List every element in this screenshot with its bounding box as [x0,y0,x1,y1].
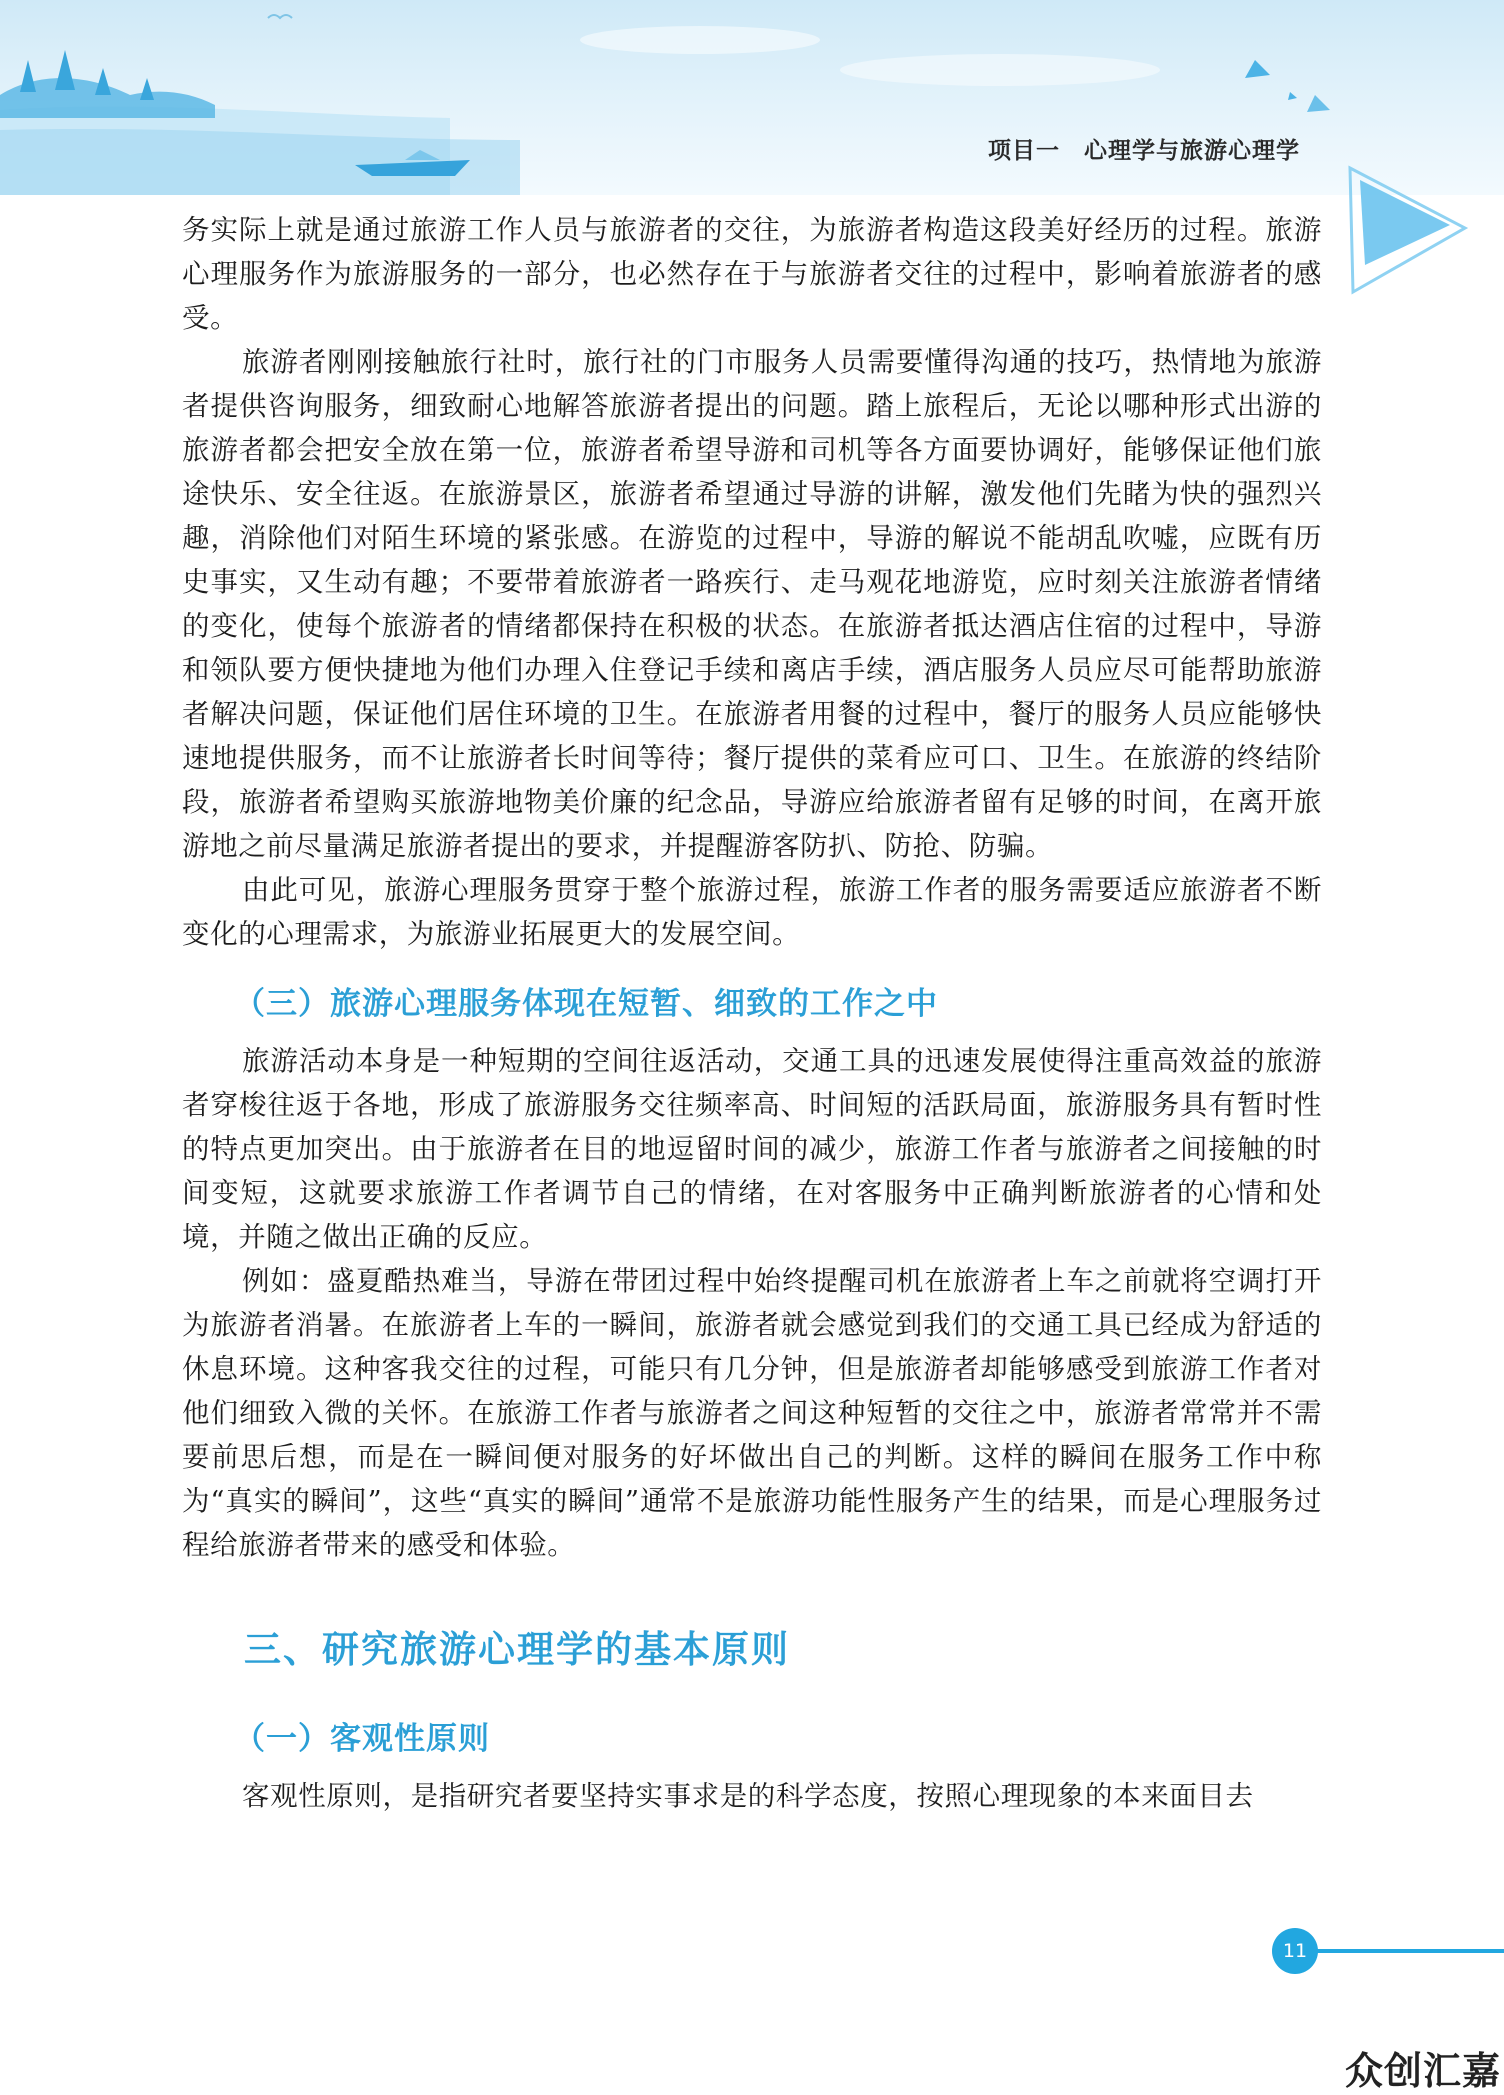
main-content [182,208,1322,1818]
paragraph: 由此可见，旅游心理服务贯穿于整个旅游过程，旅游工作者的服务需要适应旅游者不断变化的心理需求，为旅游业拓展更大的发展空间。 [182,874,1322,950]
paragraph: 旅游者刚刚接触旅行社时，旅行社的门市服务人员需要懂得沟通的技巧，热情地为旅游者提供咨询服务，细致耐心地解答旅游者提出的问题。踏上旅程后，无论以哪种形式出游的旅游者都会把安全放在第一位，旅游者希望导游和司机等各方面要协调好，能够保证他们旅途快乐、安全往返。在旅游景区，旅游者希望通过导游的讲解，激发他们先睹为快的强烈兴趣，消除他们对陌生环境的紧张感。在游览的过程中，导游的解说不能胡乱吹嘘，应既有历史事实，又生动有趣；不要带着旅游者一路疾行、走马观花地游览，应时刻关注旅游者情绪的变化，使每个旅游者的情绪都保持在积极的状态。在旅游者抵达酒店住宿的过程中，导游和领队要方便快捷地为他们办理入住登记手续和离店手续，酒店服务人员应尽可能帮助旅游者解决问题，保证他们居住环境的卫生。在旅游者用餐的过程中，餐厅的服务人员应能够快速地提供服务，而不让旅游者长时间等待；餐厅提供的菜肴应可口、卫生。在旅游的终结阶段，旅游者希望购买旅游地物美价廉的纪念品，导游应给旅游者留有足够的时间，在离开旅游地之前尽量满足旅游者提出的要求，并提醒游客防扒、防抢、防骗。 [182,346,1322,862]
watermark: 众创汇嘉 [1345,2049,1502,2093]
page-number-line [1316,1949,1504,1953]
paragraph: 客观性原则，是指研究者要坚持实事求是的科学态度，按照心理现象的本来面目去 [242,1780,1254,1812]
paragraph: 例如：盛夏酷热难当，导游在带团过程中始终提醒司机在旅游者上车之前就将空调打开为旅游者消暑。在旅游者上车的一瞬间，旅游者就会感觉到我们的交通工具已经成为舒适的休息环境。这种客我交往的过程，可能只有几分钟，但是旅游者却能够感受到旅游工作者对他们细致入微的关怀。在旅游工作者与旅游者之间这种短暂的交往之中，旅游者常常并不需要前思后想，而是在一瞬间便对服务的好坏做出自己的判断。这样的瞬间在服务工作中称为“真实的瞬间”，这些“真实的瞬间”通常不是旅游功能性服务产生的结果，而是心理服务过程给旅游者带来的感受和体验。 [182,1265,1322,1561]
paragraph: 旅游活动本身是一种短期的空间往返活动，交通工具的迅速发展使得注重高效益的旅游者穿梭往返于各地，形成了旅游服务交往频率高、时间短的活跃局面，旅游服务具有暂时性的特点更加突出。由于旅游者在目的地逗留时间的减少，旅游工作者与旅游者之间接触的时间变短，这就要求旅游工作者调节自己的情绪，在对客服务中正确判断旅游者的心情和处境，并随之做出正确的反应。 [182,1045,1322,1253]
paragraph: 务实际上就是通过旅游工作人员与旅游者的交往，为旅游者构造这段美好经历的过程。旅游心理服务作为旅游服务的一部分，也必然存在于与旅游者交往的过程中，影响着旅游者的感受。 [182,214,1322,334]
page-number: 11 [1272,1928,1318,1974]
subheading-three: （三）旅游心理服务体现在短暂、细致的工作之中 [234,986,938,1022]
section-heading: 三、研究旅游心理学的基本原则 [244,1628,790,1671]
subheading-one: （一）客观性原则 [234,1721,490,1757]
page-number-marker [1272,1928,1504,1974]
running-head: 项目一 心理学与旅游心理学 [988,138,1300,164]
